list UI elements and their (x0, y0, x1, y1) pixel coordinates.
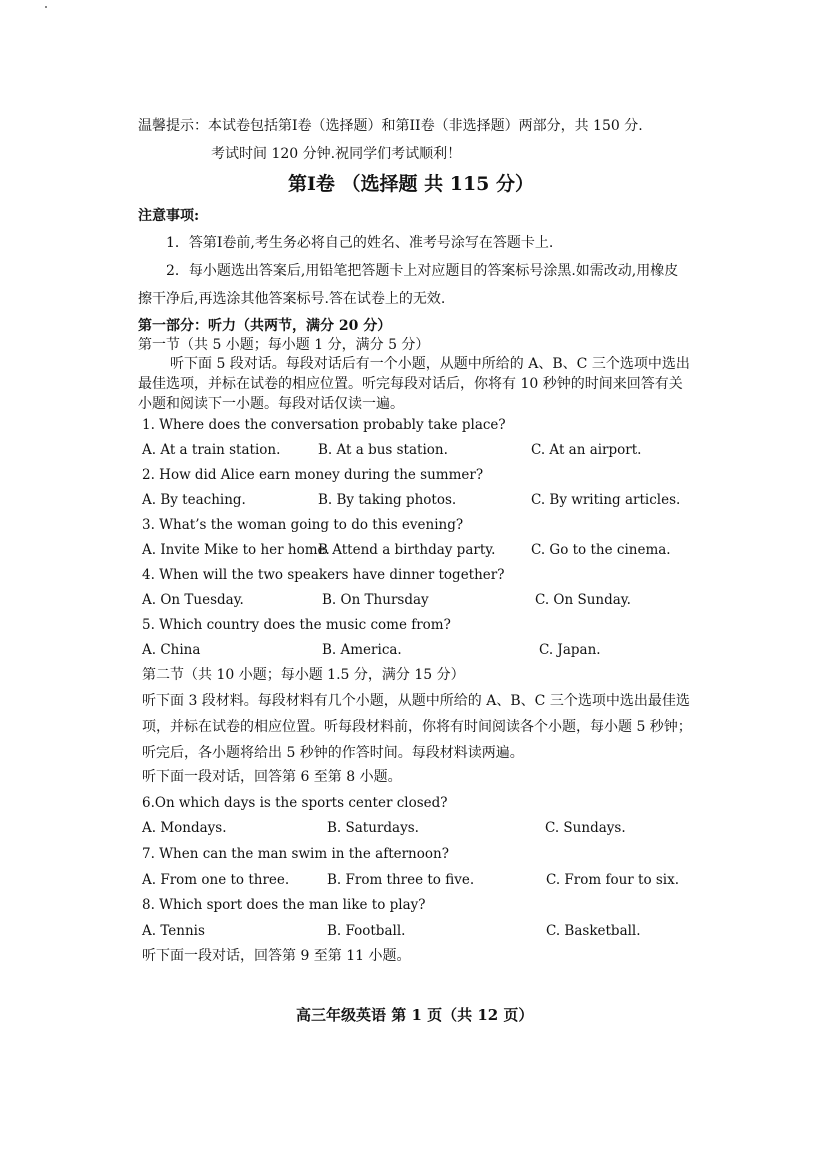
question-6-option-a: A. Mondays. (142, 820, 227, 836)
question-8-option-b: B. Football. (327, 923, 406, 939)
question-4-option-a: A. On Tuesday. (142, 592, 244, 608)
instruction-item-2-line-1: 2．每小题选出答案后,用铅笔把答题卡上对应题目的答案标号涂黑.如需改动,用橡皮 (166, 263, 679, 279)
section-2-directions-line: 听完后，各小题将给出 5 秒钟的作答时间。每段材料读两遍。 (142, 745, 524, 761)
question-1-option-c: C. At an airport. (531, 442, 642, 458)
question-2: 2. How did Alice earn money during the summer? (142, 467, 484, 483)
question-1-option-a: A. At a train station. (142, 442, 281, 458)
question-7: 7. When can the man swim in the afternoon? (142, 846, 449, 862)
instructions-heading: 注意事项: (138, 208, 200, 224)
question-4: 4. When will the two speakers have dinner together? (142, 567, 505, 583)
section-1-directions-line: 听下面 5 段对话。每段对话后有一个小题，从题中所给的 A、B、C 三个选项中选出 (170, 356, 690, 372)
section-1-directions-line: 小题和阅读下一小题。每段对话仅读一遍。 (138, 396, 404, 412)
question-5: 5. Which country does the music come from? (142, 617, 451, 633)
question-5-option-b: B. America. (322, 642, 402, 658)
question-3-option-a: A. Invite Mike to her home. (142, 542, 330, 558)
question-4-option-b: B. On Thursday (322, 592, 429, 608)
question-2-option-b: B. By taking photos. (318, 492, 457, 508)
part-1-heading: 第一部分：听力（共两节，满分 20 分） (138, 318, 392, 334)
question-6-option-c: C. Sundays. (545, 820, 626, 836)
question-7-option-a: A. From one to three. (142, 872, 290, 888)
question-5-option-c: C. Japan. (539, 642, 601, 658)
page-footer: 高三年级英语 第 1 页（共 12 页） (296, 1006, 534, 1024)
section-1-directions-line: 最佳选项，并标在试卷的相应位置。听完每段对话后，你将有 10 秒钟的时间来回答有关 (138, 376, 683, 392)
question-6-option-b: B. Saturdays. (327, 820, 419, 836)
question-8-option-c: C. Basketball. (546, 923, 641, 939)
question-4-option-c: C. On Sunday. (535, 592, 631, 608)
question-2-option-c: C. By writing articles. (531, 492, 681, 508)
instruction-item-2-line-2: 擦干净后,再选涂其他答案标号.答在试卷上的无效. (138, 291, 446, 307)
question-1-option-b: B. At a bus station. (318, 442, 448, 458)
question-3-option-c: C. Go to the cinema. (531, 542, 671, 558)
group-2-instruction: 听下面一段对话，回答第 9 至第 11 小题。 (142, 948, 411, 964)
section-2-heading: 第二节（共 10 小题；每小题 1.5 分，满分 15 分） (142, 667, 465, 683)
question-5-option-a: A. China (142, 642, 201, 658)
instruction-item-1: 1．答第I卷前,考生务必将自己的姓名、准考号涂写在答题卡上. (166, 235, 554, 251)
question-8-option-a: A. Tennis (142, 923, 205, 939)
notice-line-1: 温馨提示：本试卷包括第I卷（选择题）和第II卷（非选择题）两部分，共 150 分. (138, 118, 643, 134)
question-8: 8. Which sport does the man like to play? (142, 897, 426, 913)
question-3-option-b: B Attend a birthday party. (318, 542, 496, 558)
section-2-directions-line: 项，并标在试卷的相应位置。听每段材料前，你将有时间阅读各个小题，每小题 5 秒钟； (142, 719, 692, 735)
question-3: 3. What’s the woman going to do this evening? (142, 517, 464, 533)
group-1-instruction: 听下面一段对话，回答第 6 至第 8 小题。 (142, 769, 402, 785)
question-1: 1. Where does the conversation probably take place? (142, 417, 506, 433)
question-7-option-b: B. From three to five. (327, 872, 475, 888)
section-title: 第I卷 （选择题 共 115 分） (288, 173, 535, 195)
question-2-option-a: A. By teaching. (142, 492, 246, 508)
notice-line-2: 考试时间 120 分钟.祝同学们考试顺利！ (211, 146, 462, 162)
section-1-heading: 第一节（共 5 小题；每小题 1 分，满分 5 分） (138, 337, 430, 353)
question-7-option-c: C. From four to six. (546, 872, 680, 888)
question-6: 6.On which days is the sports center closed? (142, 795, 448, 811)
scan-speck (45, 6, 47, 8)
section-2-directions-line: 听下面 3 段材料。每段材料有几个小题，从题中所给的 A、B、C 三个选项中选出最佳选 (142, 693, 690, 709)
